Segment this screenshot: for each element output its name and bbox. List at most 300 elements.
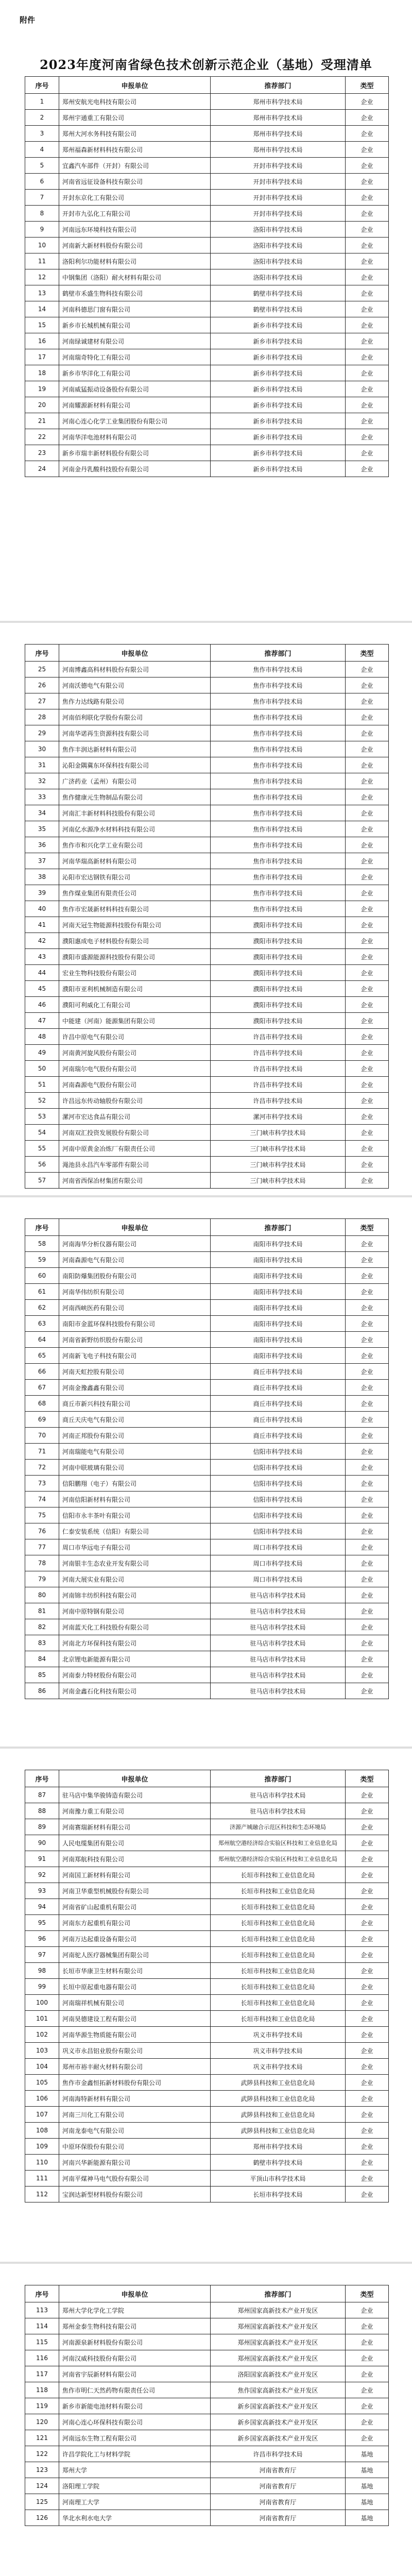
row-number: 112: [25, 2187, 59, 2202]
row-number: 18: [25, 365, 59, 381]
row-applicant-unit: 中原环保股份有限公司: [59, 2139, 211, 2155]
row-type: 企业: [346, 1268, 389, 1284]
row-applicant-unit: 河南金豫鑫鑫有限公司: [59, 1380, 211, 1396]
row-type: 企业: [346, 2398, 389, 2414]
row-type: 企业: [346, 1236, 389, 1252]
row-recommending-dept: 信阳市科学技术局: [211, 1476, 346, 1492]
row-number: 75: [25, 1507, 59, 1523]
row-type: 企业: [346, 1979, 389, 1995]
row-number: 91: [25, 1851, 59, 1867]
table-row: [25, 269, 389, 285]
row-applicant-unit: 河南国工新材料有限公司: [59, 1867, 211, 1883]
header-type: 类型: [346, 77, 389, 94]
table-row: [25, 1316, 389, 1332]
row-number: 35: [25, 821, 59, 837]
table-row: [25, 2059, 389, 2075]
row-applicant-unit: 焦作丰润达新材料有限公司: [59, 741, 211, 757]
row-type: 企业: [346, 821, 389, 837]
row-number: 121: [25, 2430, 59, 2446]
row-recommending-dept: 焦作国家高新技术产业开发区: [211, 2382, 346, 2398]
row-type: 企业: [346, 2027, 389, 2043]
table-row: [25, 997, 389, 1013]
row-type: 企业: [346, 1667, 389, 1683]
table-row: [25, 1141, 389, 1157]
row-applicant-unit: 河南耀源新材料有限公司: [59, 397, 211, 413]
row-type: 企业: [346, 1619, 389, 1635]
row-recommending-dept: 濮阳市科学技术局: [211, 949, 346, 965]
row-recommending-dept: 周口市科学技术局: [211, 1555, 346, 1571]
row-type: 企业: [346, 269, 389, 285]
table-row: [25, 1851, 389, 1867]
row-type: 企业: [346, 1787, 389, 1803]
table-row: [25, 2366, 389, 2382]
row-number: 36: [25, 837, 59, 853]
row-applicant-unit: 河南省远征设备科技有限公司: [59, 174, 211, 190]
row-applicant-unit: 河南泰力特材股份有限公司: [59, 1667, 211, 1683]
row-recommending-dept: 焦作市科学技术局: [211, 853, 346, 869]
row-applicant-unit: 南阳防爆集团股份有限公司: [59, 1268, 211, 1284]
row-number: 56: [25, 1157, 59, 1173]
row-recommending-dept: 鹤壁市科学技术局: [211, 301, 346, 317]
row-type: 企业: [346, 1492, 389, 1507]
row-type: 企业: [346, 1587, 389, 1603]
row-type: 企业: [346, 1428, 389, 1444]
row-recommending-dept: 焦作市科学技术局: [211, 773, 346, 789]
row-recommending-dept: 巩义市科学技术局: [211, 2027, 346, 2043]
row-applicant-unit: 河南森源电气股份有限公司: [59, 1077, 211, 1093]
table-row: [25, 2075, 389, 2091]
row-recommending-dept: 郑州市科学技术局: [211, 126, 346, 142]
table-row: [25, 1835, 389, 1851]
row-applicant-unit: 商丘市新兴科技有限公司: [59, 1396, 211, 1412]
row-type: 企业: [346, 2139, 389, 2155]
row-applicant-unit: 河南省西保冶材集团有限公司: [59, 1173, 211, 1189]
row-recommending-dept: 焦作市科学技术局: [211, 677, 346, 693]
row-recommending-dept: 新乡市科学技术局: [211, 397, 346, 413]
row-applicant-unit: 许昌中原电气有限公司: [59, 1029, 211, 1045]
row-type: 企业: [346, 2382, 389, 2398]
row-number: 89: [25, 1819, 59, 1835]
row-number: 111: [25, 2171, 59, 2187]
table-row: [25, 1787, 389, 1803]
row-recommending-dept: 长垣市科技和工业信息化局: [211, 2011, 346, 2027]
row-recommending-dept: 长垣市科技和工业信息化局: [211, 1931, 346, 1947]
row-recommending-dept: 长垣市科学技术局: [211, 2187, 346, 2202]
table-row: [25, 190, 389, 206]
row-recommending-dept: 新乡市科学技术局: [211, 349, 346, 365]
row-recommending-dept: 三门峡市科学技术局: [211, 1157, 346, 1173]
row-number: 98: [25, 1963, 59, 1979]
row-applicant-unit: 河南蓝天化工科技股份有限公司: [59, 1619, 211, 1635]
row-applicant-unit: 焦作健康元生物制品有限公司: [59, 789, 211, 805]
row-recommending-dept: 南阳市科学技术局: [211, 1252, 346, 1268]
row-number: 92: [25, 1867, 59, 1883]
row-type: 企业: [346, 1029, 389, 1045]
row-number: 3: [25, 126, 59, 142]
table-row: [25, 222, 389, 238]
table-row: [25, 1635, 389, 1651]
row-applicant-unit: 郑州福森新材料科技有限公司: [59, 142, 211, 158]
row-type: 企业: [346, 1332, 389, 1348]
table-row: [25, 1380, 389, 1396]
row-type: 企业: [346, 1899, 389, 1915]
row-applicant-unit: 河南省新野纺织股份有限公司: [59, 1332, 211, 1348]
row-number: 104: [25, 2059, 59, 2075]
row-type: 企业: [346, 2059, 389, 2075]
table-row: [25, 2334, 389, 2350]
table-row: [25, 253, 389, 269]
list-table: [25, 2285, 389, 2526]
row-applicant-unit: 郑州大学化学化工学院: [59, 2302, 211, 2318]
row-number: 97: [25, 1947, 59, 1963]
row-type: 企业: [346, 142, 389, 158]
row-recommending-dept: 驻马店市科学技术局: [211, 1803, 346, 1819]
row-applicant-unit: 河南天虹控股有限公司: [59, 1364, 211, 1380]
row-type: 企业: [346, 2366, 389, 2382]
table-row: [25, 1045, 389, 1061]
row-applicant-unit: 巩义市永昌铝业股份有限公司: [59, 2043, 211, 2059]
row-recommending-dept: 三门峡市科学技术局: [211, 1141, 346, 1157]
row-applicant-unit: 洛阳理工学院: [59, 2478, 211, 2494]
table-row: [25, 933, 389, 949]
row-applicant-unit: 河南华瑞高新材料有限公司: [59, 853, 211, 869]
row-recommending-dept: 河南省教育厅: [211, 2462, 346, 2478]
table-row: [25, 1173, 389, 1189]
row-type: 企业: [346, 2334, 389, 2350]
list-table: [25, 644, 389, 1189]
table-row: [25, 1236, 389, 1252]
row-recommending-dept: 驻马店市科学技术局: [211, 1787, 346, 1803]
table-row: [25, 1571, 389, 1587]
table-row: [25, 1819, 389, 1835]
row-applicant-unit: 河南金鑫石化科技有限公司: [59, 1683, 211, 1699]
row-recommending-dept: 濮阳市科学技术局: [211, 965, 346, 981]
row-number: 24: [25, 461, 59, 477]
header-no: 序号: [25, 77, 59, 94]
row-number: 90: [25, 1835, 59, 1851]
list-table: [25, 76, 389, 477]
row-recommending-dept: 漯河市科学技术局: [211, 1109, 346, 1125]
row-applicant-unit: 郑州大河水务科技有限公司: [59, 126, 211, 142]
row-recommending-dept: 新乡市科学技术局: [211, 317, 346, 333]
row-number: 27: [25, 693, 59, 709]
header-dept: 推荐部门: [211, 645, 346, 662]
row-recommending-dept: 焦作市科学技术局: [211, 869, 346, 885]
row-applicant-unit: 濮阳市盛源能源科技股份有限公司: [59, 949, 211, 965]
row-type: 企业: [346, 1141, 389, 1157]
row-number: 19: [25, 381, 59, 397]
row-recommending-dept: 开封市科学技术局: [211, 174, 346, 190]
table-row: [25, 1683, 389, 1699]
table-row: [25, 821, 389, 837]
row-number: 41: [25, 917, 59, 933]
row-type: 企业: [346, 1947, 389, 1963]
row-applicant-unit: 河南瑞尔电气股份有限公司: [59, 1061, 211, 1077]
row-number: 122: [25, 2446, 59, 2462]
row-applicant-unit: 焦作煤业集团有限责任公司: [59, 885, 211, 901]
row-type: 企业: [346, 1476, 389, 1492]
row-recommending-dept: 长垣市科技和工业信息化局: [211, 1995, 346, 2011]
row-number: 28: [25, 709, 59, 725]
table-row: [25, 2398, 389, 2414]
row-type: 企业: [346, 853, 389, 869]
table-row: [25, 1603, 389, 1619]
row-applicant-unit: 河南双汇投资发展股份有限公司: [59, 1125, 211, 1141]
row-applicant-unit: 河南中原特钢有限公司: [59, 1603, 211, 1619]
row-number: 38: [25, 869, 59, 885]
row-recommending-dept: 信阳市科学技术局: [211, 1523, 346, 1539]
row-recommending-dept: 焦作市科学技术局: [211, 662, 346, 677]
row-recommending-dept: 信阳市科学技术局: [211, 1444, 346, 1460]
row-recommending-dept: 新乡市科学技术局: [211, 413, 346, 429]
row-recommending-dept: 长垣市科技和工业信息化局: [211, 1963, 346, 1979]
row-applicant-unit: 河南远东环境科技有限公司: [59, 222, 211, 238]
table-row: [25, 757, 389, 773]
row-applicant-unit: 河南新飞电子科技有限公司: [59, 1348, 211, 1364]
row-applicant-unit: 中钢集团（洛阳）耐火材料有限公司: [59, 269, 211, 285]
row-applicant-unit: 河南华伟纺织有限公司: [59, 1284, 211, 1300]
row-number: 17: [25, 349, 59, 365]
row-applicant-unit: 新乡市长城机械有限公司: [59, 317, 211, 333]
row-recommending-dept: 长垣市科技和工业信息化局: [211, 1979, 346, 1995]
row-recommending-dept: 驻马店市科学技术局: [211, 1651, 346, 1667]
row-applicant-unit: 焦作市金鑫恒拓新材料股份有限公司: [59, 2075, 211, 2091]
table-row: [25, 1492, 389, 1507]
row-number: 118: [25, 2382, 59, 2398]
table-row: [25, 869, 389, 885]
row-type: 企业: [346, 1125, 389, 1141]
row-recommending-dept: 许昌市科学技术局: [211, 2446, 346, 2462]
row-applicant-unit: 华北水利水电大学: [59, 2510, 211, 2526]
row-recommending-dept: 驻马店市科学技术局: [211, 1667, 346, 1683]
row-applicant-unit: 河南瑞能电气有限公司: [59, 1444, 211, 1460]
row-type: 企业: [346, 2350, 389, 2366]
row-applicant-unit: 郑州宇通重工有限公司: [59, 110, 211, 126]
row-number: 6: [25, 174, 59, 190]
row-type: 基地: [346, 2462, 389, 2478]
table-row: [25, 2494, 389, 2510]
row-type: 企业: [346, 1460, 389, 1476]
row-applicant-unit: 渑池县永昌汽车零部件有限公司: [59, 1157, 211, 1173]
row-type: 企业: [346, 1867, 389, 1883]
page-separator: [0, 1195, 412, 1197]
row-number: 61: [25, 1284, 59, 1300]
row-recommending-dept: 长垣市科技和工业信息化局: [211, 1899, 346, 1915]
row-number: 114: [25, 2318, 59, 2334]
row-applicant-unit: 许昌远东传动轴股份有限公司: [59, 1093, 211, 1109]
table-row: [25, 1284, 389, 1300]
row-recommending-dept: 开封市科学技术局: [211, 190, 346, 206]
page-separator: [0, 621, 412, 623]
row-type: 企业: [346, 757, 389, 773]
table-row: [25, 949, 389, 965]
row-type: 企业: [346, 222, 389, 238]
row-applicant-unit: 河南三川化工有限公司: [59, 2107, 211, 2123]
table-row: [25, 94, 389, 110]
row-recommending-dept: 新乡市科学技术局: [211, 429, 346, 445]
row-type: 企业: [346, 1316, 389, 1332]
row-type: 企业: [346, 1077, 389, 1093]
row-number: 105: [25, 2075, 59, 2091]
table-row: [25, 461, 389, 477]
row-recommending-dept: 鹤壁市科学技术局: [211, 2155, 346, 2171]
table-row: [25, 2414, 389, 2430]
table-row: [25, 1931, 389, 1947]
row-number: 117: [25, 2366, 59, 2382]
row-recommending-dept: 焦作市科学技术局: [211, 885, 346, 901]
row-type: 企业: [346, 1412, 389, 1428]
row-type: 企业: [346, 1109, 389, 1125]
row-number: 88: [25, 1803, 59, 1819]
row-recommending-dept: 巩义市科学技术局: [211, 2043, 346, 2059]
document-title: 2023年度河南省绿色技术创新示范企业（基地）受理清单: [40, 57, 372, 72]
row-number: 74: [25, 1492, 59, 1507]
row-type: 基地: [346, 2478, 389, 2494]
header-dept: 推荐部门: [211, 1219, 346, 1236]
table-row: [25, 2430, 389, 2446]
header-type: 类型: [346, 1770, 389, 1787]
table-row: [25, 1157, 389, 1173]
row-recommending-dept: 南阳市科学技术局: [211, 1236, 346, 1252]
row-type: 企业: [346, 837, 389, 853]
row-type: 企业: [346, 901, 389, 917]
table-row: [25, 1396, 389, 1412]
row-applicant-unit: 信阳市永丰茶叶有限公司: [59, 1507, 211, 1523]
row-number: 33: [25, 789, 59, 805]
table-row: [25, 741, 389, 757]
table-row: [25, 1061, 389, 1077]
header-type: 类型: [346, 645, 389, 662]
row-number: 83: [25, 1635, 59, 1651]
row-recommending-dept: 许昌市科学技术局: [211, 1029, 346, 1045]
row-recommending-dept: 郑州航空港经济综合实验区科技和工业信息化局: [211, 1835, 346, 1851]
row-number: 10: [25, 238, 59, 253]
row-recommending-dept: 焦作市科学技术局: [211, 693, 346, 709]
row-type: 企业: [346, 445, 389, 461]
row-type: 企业: [346, 206, 389, 222]
table-row: [25, 1125, 389, 1141]
row-recommending-dept: 商丘市科学技术局: [211, 1396, 346, 1412]
row-recommending-dept: 鹤壁市科学技术局: [211, 285, 346, 301]
row-type: 企业: [346, 2302, 389, 2318]
row-recommending-dept: 郑州航空港经济综合实验区科技和工业信息化局: [211, 1851, 346, 1867]
table-row: [25, 2462, 389, 2478]
table-row: [25, 677, 389, 693]
row-number: 47: [25, 1013, 59, 1029]
row-applicant-unit: 河南万达起重设备有限公司: [59, 1931, 211, 1947]
row-type: 企业: [346, 1851, 389, 1867]
table-row: [25, 1077, 389, 1093]
row-recommending-dept: 三门峡市科学技术局: [211, 1173, 346, 1189]
table-row: [25, 317, 389, 333]
row-applicant-unit: 河南汇丰新材料科技股份有限公司: [59, 805, 211, 821]
row-number: 43: [25, 949, 59, 965]
row-applicant-unit: 北京锂电新能源有限公司: [59, 1651, 211, 1667]
row-applicant-unit: 郑州市裕丰耐火材料有限公司: [59, 2059, 211, 2075]
row-type: 企业: [346, 1883, 389, 1899]
row-applicant-unit: 河南威猛振动设备股份有限公司: [59, 381, 211, 397]
table-header-row: [25, 2285, 389, 2302]
row-number: 94: [25, 1899, 59, 1915]
row-applicant-unit: 宝润达新型材料股份有限公司: [59, 2187, 211, 2202]
row-type: 企业: [346, 381, 389, 397]
table-row: [25, 1883, 389, 1899]
row-recommending-dept: 濮阳市科学技术局: [211, 997, 346, 1013]
row-type: 企业: [346, 301, 389, 317]
row-recommending-dept: 焦作市科学技术局: [211, 709, 346, 725]
row-applicant-unit: 河南信阳新材料有限公司: [59, 1492, 211, 1507]
row-applicant-unit: 长垣市华康卫生材料有限公司: [59, 1963, 211, 1979]
row-number: 26: [25, 677, 59, 693]
table-row: [25, 1619, 389, 1635]
row-applicant-unit: 新乡市新能电池材料有限公司: [59, 2398, 211, 2414]
row-recommending-dept: 许昌市科学技术局: [211, 1093, 346, 1109]
row-number: 2: [25, 110, 59, 126]
table-row: [25, 2043, 389, 2059]
row-type: 企业: [346, 1157, 389, 1173]
row-number: 12: [25, 269, 59, 285]
row-number: 45: [25, 981, 59, 997]
row-recommending-dept: 周口市科学技术局: [211, 1539, 346, 1555]
row-recommending-dept: 洛阳市科学技术局: [211, 269, 346, 285]
table-row: [25, 110, 389, 126]
row-applicant-unit: 焦作市和兴化学工业有限公司: [59, 837, 211, 853]
table-header-row: [25, 645, 389, 662]
row-type: 企业: [346, 1571, 389, 1587]
row-recommending-dept: 焦作市科学技术局: [211, 821, 346, 837]
row-applicant-unit: 沁阳市宏达钢铁有限公司: [59, 869, 211, 885]
row-type: 企业: [346, 2171, 389, 2187]
row-applicant-unit: 河南中原黄金冶炼厂有限责任公司: [59, 1141, 211, 1157]
row-recommending-dept: 郑州国家高新技术产业开发区: [211, 2318, 346, 2334]
row-recommending-dept: 长垣市科技和工业信息化局: [211, 1867, 346, 1883]
row-number: 30: [25, 741, 59, 757]
row-applicant-unit: 漯河市宏达食品有限公司: [59, 1109, 211, 1125]
row-applicant-unit: 驻马店中集华骏铸造有限公司: [59, 1787, 211, 1803]
row-applicant-unit: 广济药业（孟州）有限公司: [59, 773, 211, 789]
row-number: 42: [25, 933, 59, 949]
row-number: 100: [25, 1995, 59, 2011]
row-type: 企业: [346, 949, 389, 965]
table-row: [25, 662, 389, 677]
row-number: 84: [25, 1651, 59, 1667]
table-row: [25, 1029, 389, 1045]
row-applicant-unit: 宏业生物科技股份有限公司: [59, 965, 211, 981]
row-type: 企业: [346, 2011, 389, 2027]
row-type: 企业: [346, 94, 389, 110]
table-row: [25, 2123, 389, 2139]
table-row: [25, 238, 389, 253]
header-type: 类型: [346, 2285, 389, 2302]
row-recommending-dept: 武陟县科技和工业信息化局: [211, 2107, 346, 2123]
row-applicant-unit: 周口市华远电子有限公司: [59, 1539, 211, 1555]
row-type: 企业: [346, 253, 389, 269]
table-row: [25, 1444, 389, 1460]
row-recommending-dept: 洛阳市科学技术局: [211, 222, 346, 238]
row-type: 企业: [346, 1963, 389, 1979]
row-applicant-unit: 仁泰安装系统（信阳）有限公司: [59, 1523, 211, 1539]
row-recommending-dept: 洛阳市科学技术局: [211, 253, 346, 269]
table-row: [25, 158, 389, 174]
row-recommending-dept: 濮阳市科学技术局: [211, 1013, 346, 1029]
row-applicant-unit: 河南瑞祥机械有限公司: [59, 1995, 211, 2011]
row-applicant-unit: 河南瑞奇特化工有限公司: [59, 349, 211, 365]
row-applicant-unit: 河南驼人医疗器械集团有限公司: [59, 1947, 211, 1963]
row-recommending-dept: 武陟县科技和工业信息化局: [211, 2123, 346, 2139]
table-row: [25, 837, 389, 853]
table-row: [25, 1332, 389, 1348]
row-number: 52: [25, 1093, 59, 1109]
